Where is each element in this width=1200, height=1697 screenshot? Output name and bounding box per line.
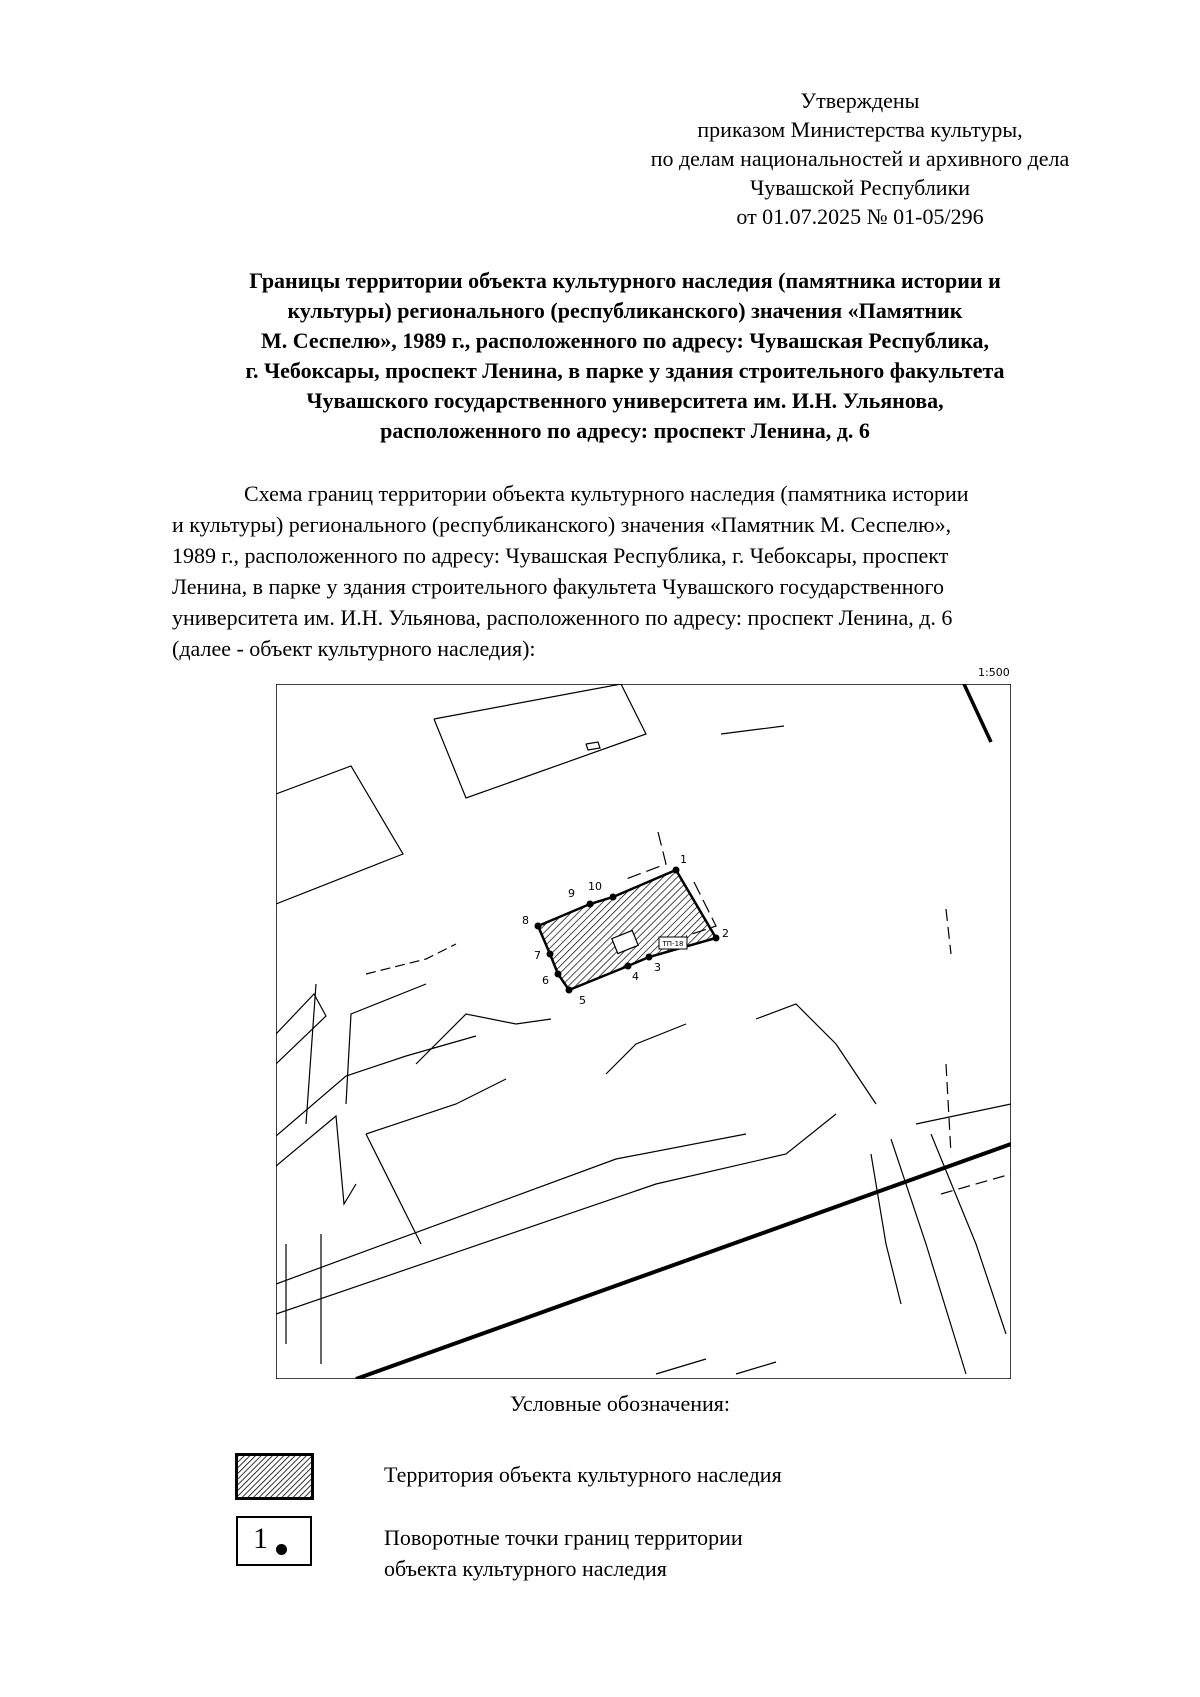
point-8 bbox=[535, 923, 542, 930]
title-line: культуры) регионального (республиканского) значения «Памятник bbox=[287, 298, 963, 323]
title-line: Чувашского государственного университета им. И.Н. Ульянова, bbox=[306, 388, 944, 413]
point-label-7: 7 bbox=[534, 949, 541, 962]
description-paragraph bbox=[172, 478, 1118, 664]
point-legend-number: 1 bbox=[253, 1522, 268, 1555]
point-label-9: 9 bbox=[568, 887, 575, 900]
document-title bbox=[160, 266, 1090, 446]
point-legend-symbol bbox=[236, 1516, 312, 1566]
point-9 bbox=[587, 901, 594, 908]
title-line: Границы территории объекта культурного наследия (памятника истории и bbox=[249, 268, 1001, 293]
legend-title: Условные обозначения: bbox=[510, 1391, 731, 1416]
paragraph-line: Схема границ территории объекта культурного наследия (памятника истории bbox=[244, 481, 969, 506]
point-1 bbox=[673, 867, 680, 874]
point-label-5: 5 bbox=[579, 994, 586, 1007]
building-label: ТП-18 bbox=[662, 940, 684, 948]
territory-legend-symbol bbox=[235, 1453, 314, 1500]
legend-territory-label: Территория объекта культурного наследия bbox=[384, 1462, 782, 1487]
title-line: расположенного по адресу: проспект Ленина, д. 6 bbox=[380, 418, 870, 443]
paragraph-line: и культуры) регионального (республиканского) значения «Памятник М. Сеспелю», bbox=[172, 512, 952, 537]
point-2 bbox=[713, 935, 720, 942]
paragraph-line: (далее - объект культурного наследия): bbox=[172, 636, 536, 661]
legend-points-line: объекта культурного наследия bbox=[384, 1556, 667, 1581]
map-scale: 1:500 bbox=[978, 666, 1010, 679]
point-3 bbox=[646, 954, 653, 961]
title-line: г. Чебоксары, проспект Ленина, в парке у здания строительного факультета bbox=[245, 358, 1005, 383]
point-7 bbox=[547, 951, 554, 958]
legend-points-line: Поворотные точки границ территории bbox=[384, 1525, 743, 1550]
point-label-3: 3 bbox=[654, 961, 661, 974]
point-label-10: 10 bbox=[588, 880, 602, 893]
approval-line: Утверждены bbox=[800, 88, 920, 113]
paragraph-line: университета им. И.Н. Ульянова, расположенного по адресу: проспект Ленина, д. 6 bbox=[172, 605, 953, 630]
legend-points-label bbox=[384, 1522, 743, 1584]
paragraph-line: 1989 г., расположенного по адресу: Чувашская Республика, г. Чебоксары, проспект bbox=[172, 543, 949, 568]
approval-block bbox=[600, 86, 1120, 231]
point-10 bbox=[610, 894, 617, 901]
point-label-1: 1 bbox=[680, 853, 687, 866]
approval-line: Чувашской Республики bbox=[749, 175, 971, 200]
point-label-2: 2 bbox=[722, 927, 729, 940]
point-legend-dot bbox=[276, 1544, 287, 1555]
approval-line: приказом Министерства культуры, bbox=[697, 117, 1023, 142]
approval-line: от 01.07.2025 № 01-05/296 bbox=[736, 204, 984, 229]
point-label-6: 6 bbox=[542, 974, 549, 987]
approval-line: по делам национальностей и архивного дела bbox=[650, 146, 1070, 171]
point-label-8: 8 bbox=[522, 914, 529, 927]
site-map bbox=[276, 684, 1011, 1379]
title-line: М. Сеспелю», 1989 г., расположенного по адресу: Чувашская Республика, bbox=[260, 328, 990, 353]
paragraph-line: Ленина, в парке у здания строительного факультета Чувашского государственного bbox=[172, 574, 944, 599]
point-5 bbox=[566, 987, 573, 994]
point-4 bbox=[625, 963, 632, 970]
point-6 bbox=[555, 971, 562, 978]
point-label-4: 4 bbox=[632, 970, 639, 983]
